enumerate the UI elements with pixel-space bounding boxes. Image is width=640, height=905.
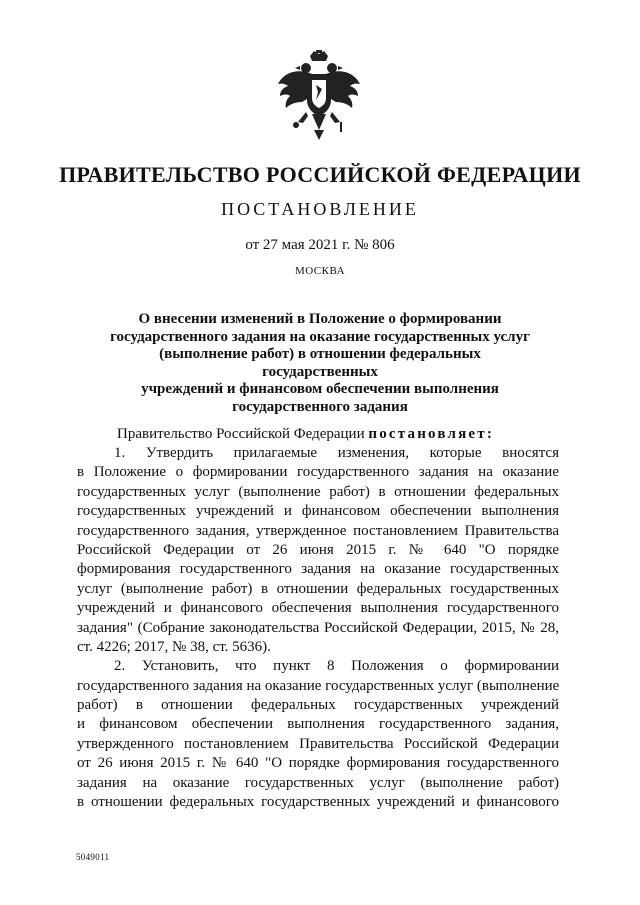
preamble-emphasis: постановляет: [368,426,495,442]
body-line: в отношении федеральных государственных учреждений и финансового [77,794,559,811]
body-line: и финансовом обеспечении выполнения государственного задания, [77,716,559,733]
body-line: государственного задания, утвержденное постановлением Правительства [77,522,559,539]
preamble [117,425,494,444]
body-line: 2. Установить, что пункт 8 Положения о формировании [114,658,559,675]
document-body [77,444,559,812]
subject-line: государственного задания на оказание государственных услуг [110,328,530,345]
subject-line: государственного задания [232,398,408,415]
subject-line: (выполнение работ) в отношении федеральных государственных [159,346,481,380]
document-code: 5049011 [76,852,110,862]
body-line: 1. Утвердить прилагаемые изменения, которые вносятся [114,445,559,461]
body-line: в Положение о формировании государственного задания на оказание [77,464,559,481]
document-date-number: от 27 мая 2021 г. № 806 [245,237,395,253]
body-line: задания на оказание государственных услуг (выполнение работ) [77,774,559,791]
subject-line: учреждений и финансовом обеспечении выполнения [141,381,499,398]
body-line: ст. 4226; 2017, № 38, ст. 5636). [77,638,271,655]
body-line: Российской Федерации от 26 июня 2015 г. № 640 "О порядке [77,541,559,558]
body-line: государственного задания на оказание государственных услуг (выполнение [77,677,560,694]
coat-of-arms-emblem [276,50,362,142]
body-line: учреждений и финансового обеспечения выполнения государственного [77,600,559,617]
body-line: работ) в отношении федеральных государственных учреждений [77,697,559,714]
body-line: утвержденного постановлением Правительства Российской Федерации [77,735,559,752]
body-line: задания" (Собрание законодательства Российской Федерации, 2015, № 28, [77,619,559,636]
body-line: государственных услуг (выполнение работ) в отношении федеральных [77,483,559,500]
document-type: ПОСТАНОВЛЕНИЕ [221,199,419,219]
city-name: МОСКВА [294,265,346,277]
body-line: услуг (выполнение работ) в отношении федеральных государственных [77,580,559,597]
subject-line: О внесении изменений в Положение о формировании [138,311,502,327]
body-line: формирования государственного задания на оказание государственных [77,561,559,578]
preamble-text: Правительство Российской Федерации [117,426,365,442]
body-line: государственных учреждений и финансовом обеспечении выполнения [77,503,559,520]
document-subject [100,311,540,417]
body-line: от 26 июня 2015 г. № 640 "О порядке формирования государственного [77,755,559,772]
government-title: ПРАВИТЕЛЬСТВО РОССИЙСКОЙ ФЕДЕРАЦИИ [59,162,581,187]
